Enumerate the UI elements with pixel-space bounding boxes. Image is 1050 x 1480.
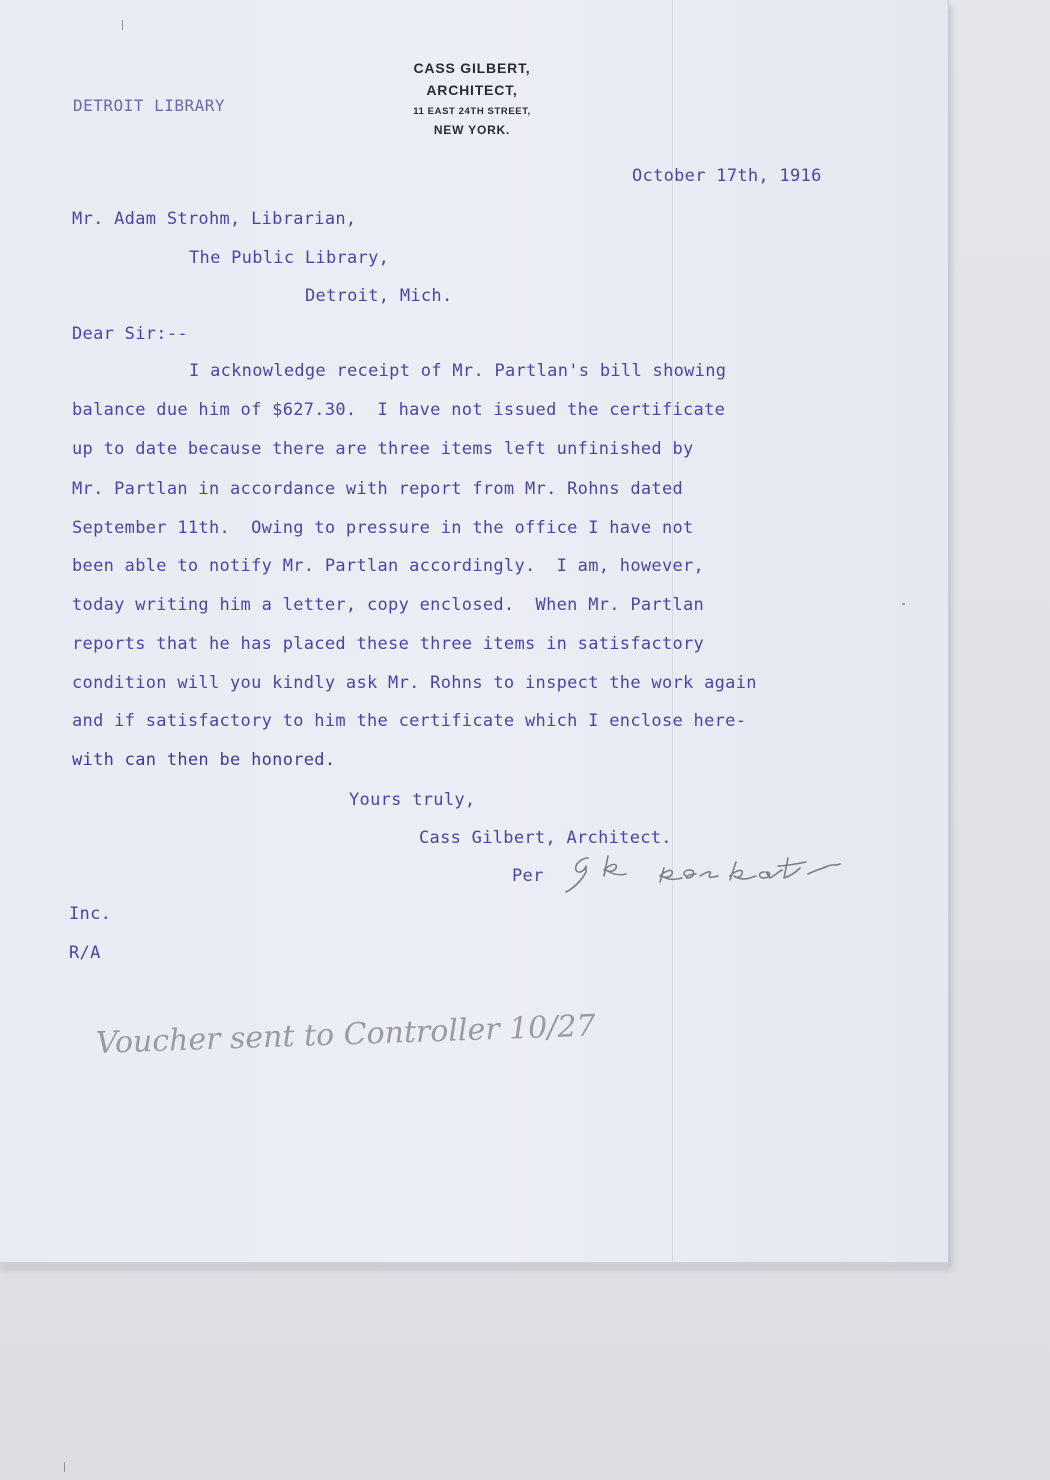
paper-fold bbox=[672, 0, 673, 1262]
body-line-8: reports that he has placed these three items in satisfactory bbox=[72, 634, 705, 654]
letterhead-name: CASS GILBERT, bbox=[413, 60, 531, 76]
recipient-line-1: Mr. Adam Strohm, Librarian, bbox=[72, 209, 357, 229]
sheet-shadow-edge bbox=[0, 1262, 948, 1274]
reference-initials: R/A bbox=[69, 943, 101, 963]
body-line-4: Mr. Partlan in accordance with report from Mr. Rohns dated bbox=[72, 479, 684, 499]
file-label: DETROIT LIBRARY bbox=[73, 96, 225, 115]
letter-date: October 17th, 1916 bbox=[632, 166, 822, 186]
body-line-6: been able to notify Mr. Partlan accordingly. I am, however, bbox=[72, 556, 705, 576]
scan-speck bbox=[64, 1462, 65, 1472]
signer-line: Cass Gilbert, Architect. bbox=[419, 828, 672, 848]
body-line-1: I acknowledge receipt of Mr. Partlan's bill showing bbox=[189, 361, 727, 381]
body-line-9: condition will you kindly ask Mr. Rohns to inspect the work again bbox=[72, 673, 757, 693]
body-line-7: today writing him a letter, copy enclosed. When Mr. Partlan bbox=[72, 595, 705, 615]
letterhead-street: 11 EAST 24TH STREET, bbox=[413, 106, 531, 117]
recipient-line-2: The Public Library, bbox=[189, 248, 390, 268]
body-line-3: up to date because there are three items left unfinished by bbox=[72, 439, 694, 459]
scan-speck bbox=[902, 603, 905, 605]
handwritten-signature bbox=[560, 846, 905, 896]
closing: Yours truly, bbox=[349, 790, 476, 810]
handwritten-note: Voucher sent to Controller 10/27 bbox=[95, 1008, 597, 1061]
per-label: Per bbox=[512, 866, 544, 886]
scan-speck bbox=[122, 20, 123, 30]
body-line-11: with can then be honored. bbox=[72, 750, 336, 770]
enclosure-note: Inc. bbox=[69, 904, 112, 924]
letterhead-city: NEW YORK. bbox=[433, 123, 511, 137]
letterhead-title: ARCHITECT, bbox=[426, 82, 518, 98]
recipient-line-3: Detroit, Mich. bbox=[305, 286, 453, 306]
body-line-2: balance due him of $627.30. I have not issued the certificate bbox=[72, 400, 726, 420]
body-line-10: and if satisfactory to him the certificate which I enclose here- bbox=[72, 711, 747, 731]
body-line-5: September 11th. Owing to pressure in the office I have not bbox=[72, 518, 694, 538]
salutation: Dear Sir:-- bbox=[72, 324, 188, 344]
